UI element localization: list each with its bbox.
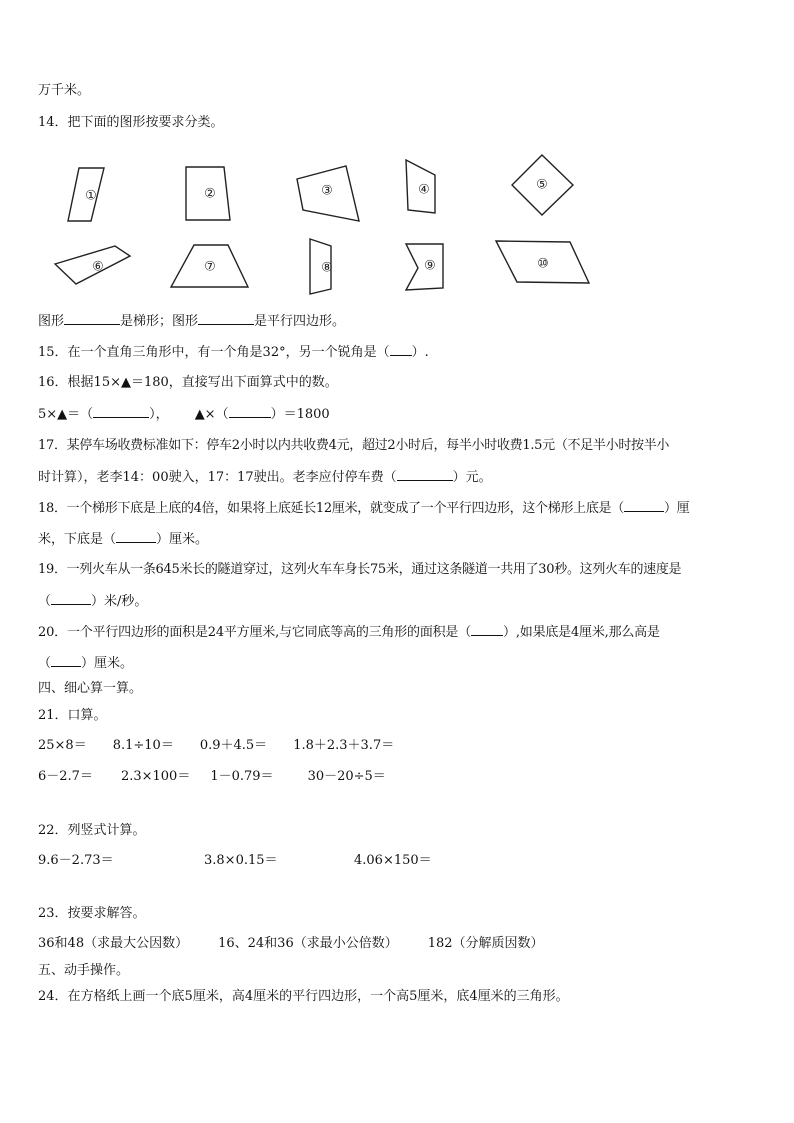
q19-line-1: 19．一列火车从一条645米长的隧道穿过，这列火车车身长75米，通过这条隧道一共用了30秒。这列火车的速度是 (38, 562, 682, 577)
q14-trapezoid-blank[interactable] (64, 312, 120, 325)
q18-text-a: 18．一个梯形下底是上底的4倍，如果将上底延长12厘米，就变成了一个平行四边形，这个梯形上底是（ (38, 501, 624, 516)
q22-row (38, 852, 432, 870)
shape-label-2: ② (204, 186, 216, 202)
q17-text-b: ）元。 (452, 470, 492, 485)
q18-line-1 (38, 499, 689, 518)
q21-item: 25×8＝ (38, 738, 87, 753)
q23-prompt: 23．按要求解答。 (38, 906, 146, 921)
q20-text-d: ）厘米。 (81, 656, 134, 671)
q17-line-2 (38, 468, 492, 487)
q14-parallelogram-blank[interactable] (198, 312, 254, 325)
q18-text-d: ）厘米。 (156, 532, 209, 547)
q20-blank-2[interactable] (51, 654, 81, 667)
q21-item: 8.1÷10＝ (112, 738, 174, 753)
shape-label-5: ⑤ (536, 177, 548, 193)
q16-blank-2[interactable] (229, 405, 271, 418)
q16-text-b: ）， (149, 407, 169, 422)
q16-text-a: 5×▲＝（ (38, 407, 94, 422)
shape-label-1: ① (85, 188, 97, 204)
q21-row-1 (38, 737, 394, 755)
q15 (38, 343, 429, 362)
q16-prompt: 16．根据15×▲＝180，直接写出下面算式中的数。 (38, 375, 338, 390)
q18-text-b: ）厘 (663, 501, 690, 516)
q18-blank-1[interactable] (624, 499, 664, 512)
q21-prompt: 21．口算。 (38, 708, 107, 723)
q23-item: 36和48（求最大公因数） (38, 936, 189, 951)
q18-text-c: 米，下底是（ (38, 532, 117, 547)
q16-text-d: ）＝1800 (270, 407, 330, 422)
q19-blank[interactable] (51, 592, 91, 605)
q21-item: 2.3×100＝ (120, 769, 191, 784)
q24-prompt: 24．在方格纸上画一个底5厘米，高4厘米的平行四边形，一个高5厘米，底4厘米的三角形。 (38, 989, 569, 1004)
section-4-heading: 四、细心算一算。 (38, 681, 143, 696)
q17-blank[interactable] (397, 468, 453, 481)
q23-item: 16、24和36（求最小公倍数） (218, 936, 398, 951)
q21-item: 30－20÷5＝ (307, 769, 386, 784)
shape-label-7: ⑦ (204, 259, 216, 275)
q18-blank-2[interactable] (116, 530, 156, 543)
q17-line-1: 17．某停车场收费标准如下：停车2小时以内共收费4元，超过2小时后，每半小时收费1.5元（不足半小时按半小 (38, 438, 670, 453)
q16-blank-1[interactable] (93, 405, 149, 418)
q21-item: 6－2.7＝ (38, 769, 93, 784)
q20-line-1 (38, 623, 660, 642)
shape-label-3: ③ (321, 183, 333, 199)
q15-blank[interactable] (390, 343, 412, 356)
q22-item: 9.6－2.73＝ (38, 853, 114, 868)
shape-label-10: ⑩ (537, 256, 549, 272)
q20-text-a: 20．一个平行四边形的面积是24平方厘米,与它同底等高的三角形的面积是（ (38, 625, 472, 640)
q16-text-c: ▲×（ (194, 407, 229, 422)
q18-line-2 (38, 530, 208, 549)
q20-text-b: ）,如果底是4厘米,那么高是 (503, 625, 660, 640)
shape-label-8: ⑧ (321, 260, 333, 276)
q21-row-2 (38, 768, 386, 786)
section-5-heading: 五、动手操作。 (38, 963, 130, 978)
q19-text-b: ）米/秒。 (91, 594, 148, 609)
shape-label-9: ⑨ (424, 258, 436, 274)
q14-shapes-figure (40, 148, 610, 298)
q17-text-a: 时计算），老李14：00驶入，17：17驶出。老李应付停车费（ (38, 470, 397, 485)
q22-item: 4.06×150＝ (354, 853, 432, 868)
q21-item: 1－0.79＝ (210, 769, 274, 784)
shape-label-6: ⑥ (92, 259, 104, 275)
q14-answer-text-b: 是梯形；图形 (120, 314, 199, 329)
q19-line-2 (38, 592, 147, 611)
q15-text-a: 15．在一个直角三角形中，有一个角是32°，另一个锐角是（ (38, 345, 390, 360)
q16-answers (38, 405, 330, 424)
q19-text-a: （ (38, 594, 52, 609)
q22-item: 3.8×0.15＝ (204, 853, 278, 868)
q14-answer-line (38, 312, 345, 331)
q15-text-b: ）. (411, 345, 429, 360)
q23-row (38, 935, 544, 953)
q14-answer-text-a: 图形 (38, 314, 65, 329)
q14-answer-text-c: 是平行四边形。 (254, 314, 346, 329)
shape-label-4: ④ (418, 182, 430, 198)
q13-continuation: 万千米。 (38, 83, 91, 98)
q14-prompt: 14．把下面的图形按要求分类。 (38, 115, 224, 130)
q21-item: 1.8＋2.3＋3.7＝ (293, 738, 395, 753)
q21-item: 0.9＋4.5＝ (199, 738, 268, 753)
q23-item: 182（分解质因数） (427, 936, 544, 951)
q20-text-c: （ (38, 656, 52, 671)
q20-blank-1[interactable] (471, 623, 503, 636)
q22-prompt: 22．列竖式计算。 (38, 823, 146, 838)
q20-line-2 (38, 654, 133, 673)
